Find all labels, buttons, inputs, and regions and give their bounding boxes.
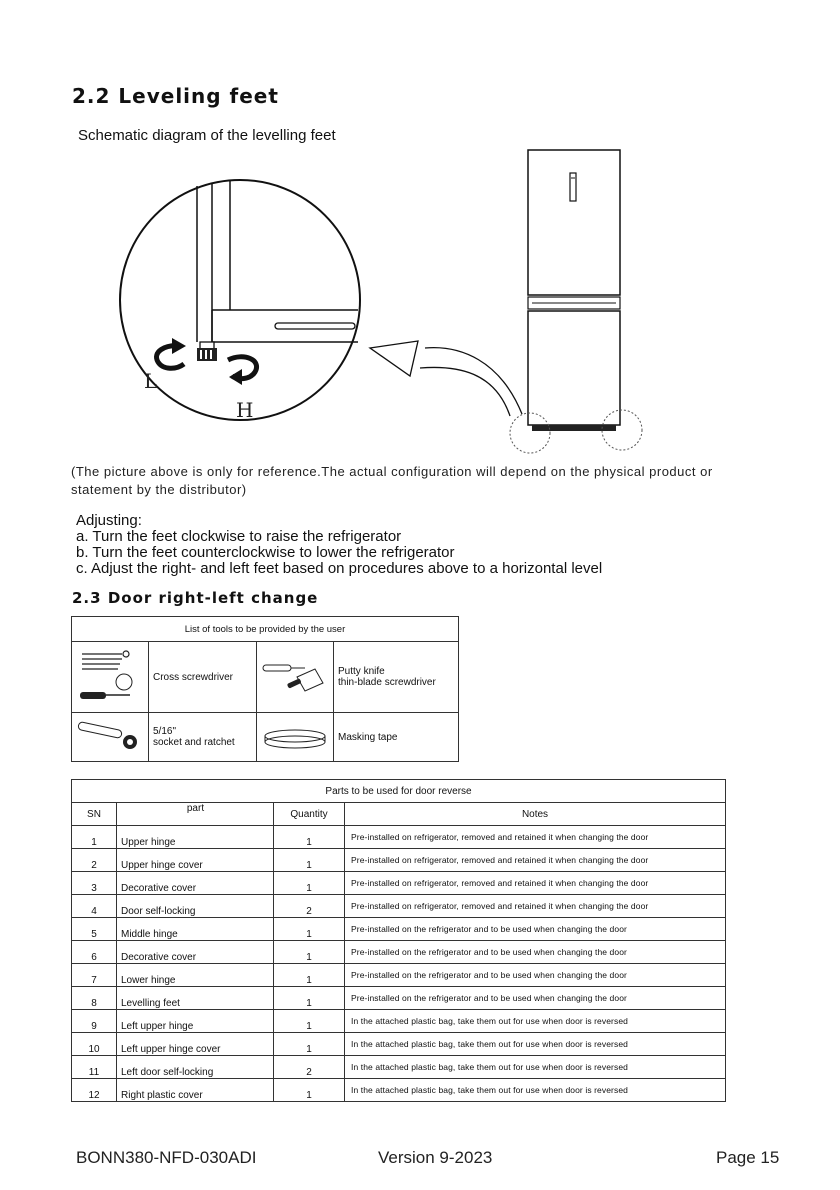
cell-sn: 2 — [72, 849, 117, 872]
table-row — [72, 987, 726, 1010]
cell-qty: 1 — [274, 872, 345, 895]
cell-sn: 7 — [72, 964, 117, 987]
cell-sn: 8 — [72, 987, 117, 1010]
adjusting-instructions — [76, 513, 602, 577]
cell-sn: 5 — [72, 918, 117, 941]
cell-qty: 2 — [274, 1056, 345, 1079]
label-high: H — [236, 398, 254, 422]
footer-version: Version 9-2023 — [378, 1148, 493, 1167]
table-row — [72, 895, 726, 918]
cross-screwdriver-icon — [72, 642, 149, 713]
tool-name: 5/16" socket and ratchet — [149, 713, 257, 762]
table-row — [72, 1079, 726, 1102]
tool-name: Masking tape — [334, 713, 459, 762]
cell-qty: 1 — [274, 918, 345, 941]
table-row — [72, 964, 726, 987]
section-number: 2.3 — [72, 589, 102, 607]
cell-sn: 9 — [72, 1010, 117, 1033]
cell-notes: In the attached plastic bag, take them out for use when door is reversed — [345, 1010, 726, 1033]
cell-notes: Pre-installed on refrigerator, removed and retained it when changing the door — [345, 895, 726, 918]
cell-notes: Pre-installed on the refrigerator and to be used when changing the door — [345, 918, 726, 941]
reference-note: (The picture above is only for reference.The actual configuration will depend on the physical product or statement by the distributor) — [71, 464, 713, 497]
column-header: Quantity — [274, 803, 345, 826]
tools-row — [72, 713, 459, 762]
cell-part: Door self-locking — [117, 895, 274, 918]
cell-qty: 2 — [274, 895, 345, 918]
socket-ratchet-icon — [72, 713, 149, 762]
cell-qty: 1 — [274, 987, 345, 1010]
cell-part: Left door self-locking — [117, 1056, 274, 1079]
cell-qty: 1 — [274, 1033, 345, 1056]
section-title: Door right-left change — [107, 589, 319, 607]
tool-name: Cross screwdriver — [149, 642, 257, 713]
adjusting-heading: Adjusting: — [76, 512, 142, 529]
cell-qty: 1 — [274, 1079, 345, 1102]
cell-notes: Pre-installed on the refrigerator and to be used when changing the door — [345, 941, 726, 964]
tools-table — [71, 616, 459, 762]
cell-part: Decorative cover — [117, 872, 274, 895]
cell-part: Lower hinge — [117, 964, 274, 987]
table-row — [72, 941, 726, 964]
cell-notes: Pre-installed on the refrigerator and to be used when changing the door — [345, 964, 726, 987]
adjusting-step: b. Turn the feet counterclockwise to lower the refrigerator — [76, 544, 455, 561]
section-2-3-title — [72, 589, 318, 607]
table-row — [72, 849, 726, 872]
table-row — [72, 872, 726, 895]
tools-table-caption: List of tools to be provided by the user — [72, 617, 459, 642]
cell-qty: 1 — [274, 826, 345, 849]
column-header: SN — [72, 803, 117, 826]
cell-notes: Pre-installed on refrigerator, removed and retained it when changing the door — [345, 826, 726, 849]
cell-part: Right plastic cover — [117, 1079, 274, 1102]
tools-row — [72, 642, 459, 713]
cell-sn: 10 — [72, 1033, 117, 1056]
parts-table-body — [72, 826, 726, 1102]
cell-qty: 1 — [274, 964, 345, 987]
cell-part: Left upper hinge — [117, 1010, 274, 1033]
cell-sn: 1 — [72, 826, 117, 849]
table-row — [72, 1010, 726, 1033]
parts-table — [71, 779, 726, 1102]
cell-part: Upper hinge — [117, 826, 274, 849]
section-2-2-title — [72, 84, 279, 108]
cell-notes: Pre-installed on the refrigerator and to be used when changing the door — [345, 987, 726, 1010]
pointer-arrow-icon — [370, 341, 522, 416]
cell-sn: 6 — [72, 941, 117, 964]
adjusting-step: a. Turn the feet clockwise to raise the refrigerator — [76, 528, 402, 545]
parts-table-caption: Parts to be used for door reverse — [72, 780, 726, 803]
table-row — [72, 826, 726, 849]
cell-part: Middle hinge — [117, 918, 274, 941]
table-row — [72, 1056, 726, 1079]
cell-sn: 11 — [72, 1056, 117, 1079]
levelling-feet-diagram — [60, 140, 760, 470]
section-title: Leveling feet — [118, 84, 279, 108]
putty-knife-icon — [257, 642, 334, 713]
label-low: L — [144, 369, 158, 393]
column-header: Notes — [345, 803, 726, 826]
cell-qty: 1 — [274, 849, 345, 872]
cell-part: Decorative cover — [117, 941, 274, 964]
parts-table-header — [72, 803, 726, 826]
cell-part: Levelling feet — [117, 987, 274, 1010]
section-number: 2.2 — [72, 84, 111, 108]
cell-notes: In the attached plastic bag, take them out for use when door is reversed — [345, 1079, 726, 1102]
cell-sn: 3 — [72, 872, 117, 895]
cell-notes: In the attached plastic bag, take them out for use when door is reversed — [345, 1056, 726, 1079]
schematic-caption: Schematic diagram of the levelling feet — [78, 127, 336, 144]
tool-name: Putty knife thin-blade screwdriver — [334, 642, 459, 713]
footer-page: Page 15 — [716, 1148, 780, 1167]
refrigerator-illustration — [510, 150, 642, 453]
footer-model: BONN380-NFD-030ADI — [76, 1148, 257, 1167]
cell-notes: Pre-installed on refrigerator, removed and retained it when changing the door — [345, 872, 726, 895]
masking-tape-icon — [257, 713, 334, 762]
cell-qty: 1 — [274, 1010, 345, 1033]
cell-part: Left upper hinge cover — [117, 1033, 274, 1056]
adjusting-step: c. Adjust the right- and left feet based on procedures above to a horizontal level — [76, 560, 603, 577]
cell-sn: 4 — [72, 895, 117, 918]
column-header: part — [117, 803, 274, 826]
table-row — [72, 918, 726, 941]
cell-sn: 12 — [72, 1079, 117, 1102]
cell-part: Upper hinge cover — [117, 849, 274, 872]
table-row — [72, 1033, 726, 1056]
cell-notes: Pre-installed on refrigerator, removed and retained it when changing the door — [345, 849, 726, 872]
cell-notes: In the attached plastic bag, take them out for use when door is reversed — [345, 1033, 726, 1056]
cell-qty: 1 — [274, 941, 345, 964]
